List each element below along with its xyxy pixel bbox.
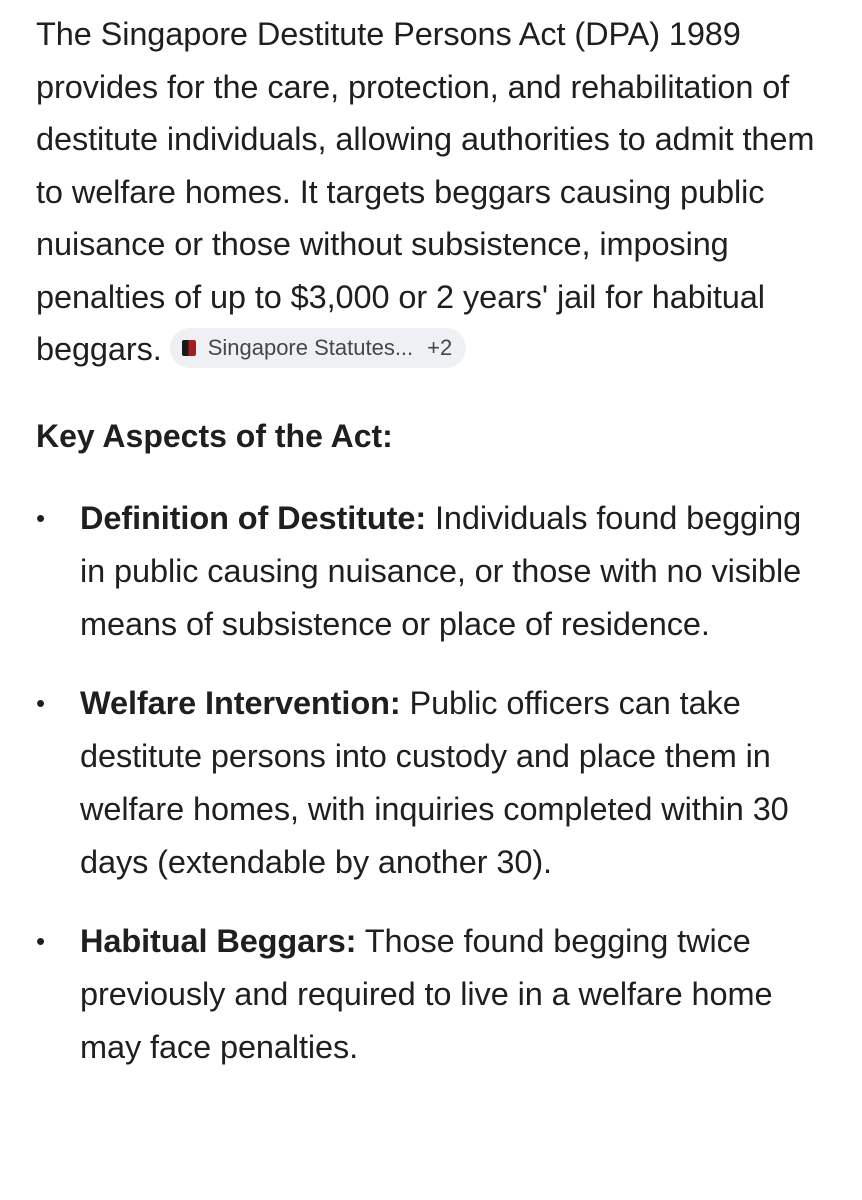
aspect-description: Public officers can take destitute persons into custody and place them in welfare homes, with inquiries completed within 30 days (extendable by another 30). xyxy=(80,684,789,880)
list-item xyxy=(36,915,832,1074)
section-heading: Key Aspects of the Act: xyxy=(36,417,393,454)
intro-paragraph xyxy=(36,8,832,376)
key-aspects-list xyxy=(36,492,832,1074)
source-chip[interactable] xyxy=(170,328,467,368)
aspect-description: Individuals found begging in public causing nuisance, or those with no visible means of subsistence or place of residence. xyxy=(80,499,802,642)
bullet-icon: • xyxy=(36,502,46,533)
bullet-icon: • xyxy=(36,687,46,718)
aspect-term: Definition of Destitute: xyxy=(80,499,427,536)
source-chip-label: Singapore Statutes... xyxy=(207,335,414,360)
list-item xyxy=(36,492,832,651)
intro-text: The Singapore Destitute Persons Act (DPA) 1989 provides for the care, protection, and rehabilitation of destitute individuals, allowing authorities to admit them to welfare homes. It targets beggars causing public nuisance or those without subsistence, imposing penalties of up to $3,000 or 2 years' jail for habitual beggars. xyxy=(36,16,815,367)
aspect-description: Those found begging twice previously and required to live in a welfare home may face penalties. xyxy=(80,922,773,1065)
source-chip-extra-count: +2 xyxy=(427,335,453,360)
list-item xyxy=(36,677,832,889)
bullet-icon: • xyxy=(36,925,46,956)
aspect-term: Welfare Intervention: xyxy=(80,684,401,721)
singapore-statutes-favicon-icon xyxy=(182,340,196,356)
aspect-term: Habitual Beggars: xyxy=(80,922,357,959)
